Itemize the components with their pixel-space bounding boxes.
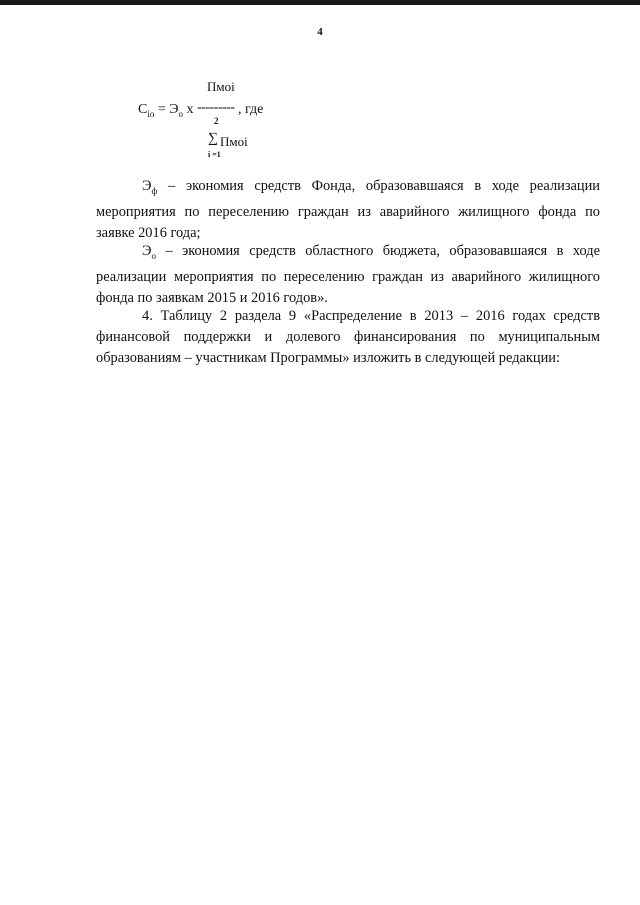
page-top-border xyxy=(0,0,640,5)
fund-savings-text: – экономия средств Фонда, образовавшаяся в ходе реализации мероприятия по переселению граждан из аварийного жилищного фонда по заявке 2016 года; xyxy=(96,178,600,241)
formula-fraction-two: 2 xyxy=(214,116,219,126)
formula-numerator: Пмоi xyxy=(207,79,235,94)
formula-result-subscript: io xyxy=(147,108,155,119)
allocation-formula xyxy=(138,76,338,168)
formula-result-symbol: C xyxy=(138,102,148,117)
formula-savings-symbol: Э xyxy=(169,102,179,117)
formula-suffix: , где xyxy=(237,102,264,117)
regional-savings-text: – экономия средств областного бюджета, образовавшаяся в ходе реализации мероприятия по переселению граждан из аварийного жилищного фонда по заявкам 2015 и 2016 годов». xyxy=(96,243,600,306)
page-number: 4 xyxy=(317,26,323,38)
fund-savings-symbol: Э xyxy=(142,178,152,194)
formula-fraction-line: --------- xyxy=(197,100,235,115)
regional-savings-symbol: Э xyxy=(142,243,152,259)
sum-sign-icon: ∑ xyxy=(208,131,218,146)
formula-times-sign: х xyxy=(186,102,194,117)
formula-left-side: $C_{io} = Э_о$ х --------- , где xyxy=(138,100,264,119)
formula-denominator: Пмоi xyxy=(220,134,248,149)
regional-savings-subscript: о xyxy=(151,250,157,261)
amendment-item-4: 4. Таблицу 2 раздела 9 «Распределение в 2013 – 2016 годах средств финансовой поддержки и долевого финансирования по муниципальным образованиям – участникам Программы» изложить в следующей редакции: xyxy=(96,308,600,366)
formula-savings-subscript: о xyxy=(178,108,184,119)
definition-regional-savings xyxy=(96,241,600,309)
formula-sum-index: i =1 xyxy=(208,150,221,159)
fund-savings-subscript: ф xyxy=(151,185,158,196)
definition-fund-savings xyxy=(96,176,600,244)
